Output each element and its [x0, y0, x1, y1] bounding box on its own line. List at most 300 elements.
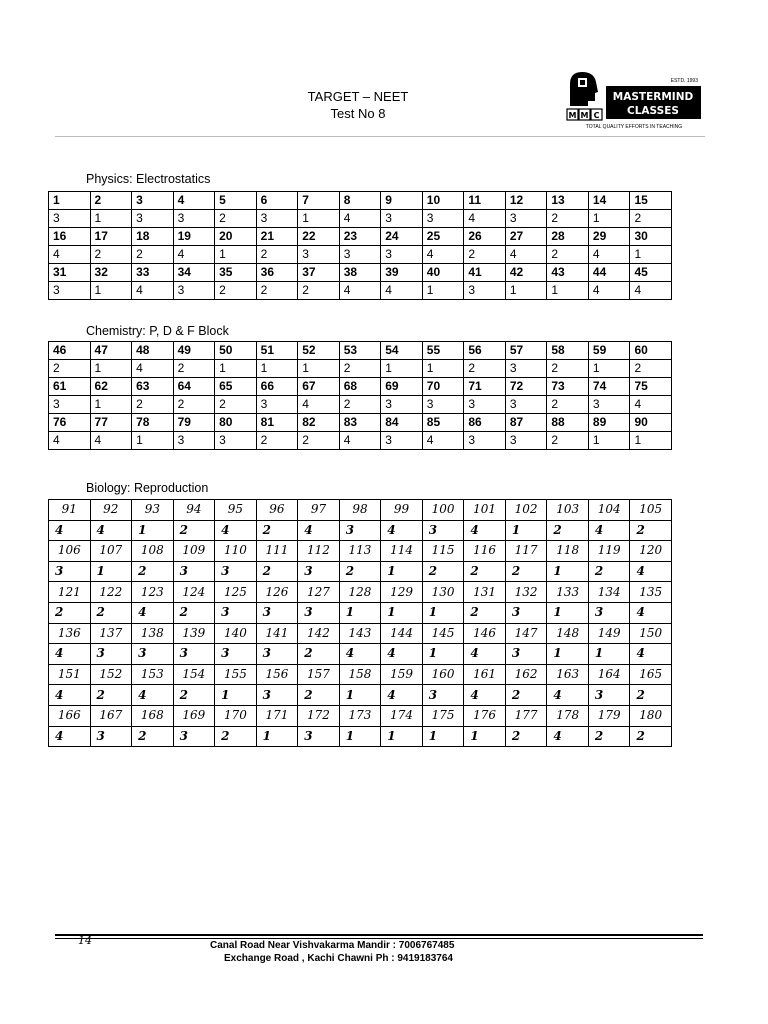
question-number-cell: 92	[90, 500, 132, 521]
answer-cell: 1	[298, 210, 340, 228]
answer-cell: 3	[256, 644, 298, 665]
answer-cell: 4	[464, 644, 506, 665]
answer-cell: 1	[422, 282, 464, 300]
answer-cell: 1	[547, 561, 589, 582]
answer-cell: 1	[547, 602, 589, 623]
logo-brand-line2: CLASSES	[627, 105, 679, 117]
question-number-cell: 96	[256, 500, 298, 521]
page-number: 14	[78, 934, 92, 947]
question-number-cell: 8	[339, 192, 381, 210]
question-number-cell: 114	[381, 541, 423, 562]
answer-cell: 3	[90, 726, 132, 747]
answer-cell: 2	[547, 396, 589, 414]
answer-cell: 2	[547, 210, 589, 228]
question-number-cell: 135	[630, 582, 672, 603]
answer-cell: 4	[630, 396, 672, 414]
question-number-cell: 167	[90, 705, 132, 726]
question-number-cell: 137	[90, 623, 132, 644]
question-number-cell: 84	[381, 414, 423, 432]
logo-brand-line1: MASTERMIND	[612, 91, 694, 103]
answer-cell: 3	[256, 396, 298, 414]
question-number-cell: 117	[505, 541, 547, 562]
question-number-cell: 31	[49, 264, 91, 282]
answer-cell: 2	[464, 561, 506, 582]
answer-cell: 3	[298, 602, 340, 623]
answer-cell: 2	[215, 210, 257, 228]
header-subtitle: Test No 8	[330, 106, 386, 121]
question-number-cell: 152	[90, 664, 132, 685]
question-number-cell: 148	[547, 623, 589, 644]
answer-cell: 3	[132, 210, 174, 228]
question-number-cell: 130	[422, 582, 464, 603]
question-number-cell: 40	[422, 264, 464, 282]
question-number-cell: 132	[505, 582, 547, 603]
question-number-cell: 174	[381, 705, 423, 726]
logo-initial-2: M	[580, 111, 589, 120]
question-number-cell: 27	[505, 228, 547, 246]
answer-cell: 4	[132, 360, 174, 378]
answer-cell: 2	[215, 282, 257, 300]
question-number-cell: 126	[256, 582, 298, 603]
answer-cell: 4	[49, 246, 91, 264]
question-number-cell: 180	[630, 705, 672, 726]
answer-cell: 2	[547, 246, 589, 264]
question-number-cell: 26	[464, 228, 506, 246]
answer-cell: 3	[173, 726, 215, 747]
answer-cell: 2	[256, 282, 298, 300]
answer-cell: 3	[505, 396, 547, 414]
answer-cell: 2	[132, 396, 174, 414]
logo-initial-3: C	[593, 111, 600, 120]
answer-cell: 2	[173, 602, 215, 623]
answer-cell: 1	[381, 602, 423, 623]
answer-cell: 2	[464, 360, 506, 378]
answer-cell: 3	[505, 360, 547, 378]
biology-section-label: Biology: Reproduction	[86, 481, 209, 495]
answer-cell: 2	[464, 602, 506, 623]
answer-cell: 1	[588, 210, 630, 228]
answer-cell: 2	[464, 246, 506, 264]
answer-cell: 4	[381, 685, 423, 706]
question-number-cell: 63	[132, 378, 174, 396]
question-number-cell: 72	[505, 378, 547, 396]
answer-cell: 1	[381, 726, 423, 747]
answer-cell: 1	[588, 644, 630, 665]
question-number-cell: 89	[588, 414, 630, 432]
question-number-cell: 55	[422, 342, 464, 360]
question-number-row	[49, 264, 672, 282]
question-number-cell: 99	[381, 500, 423, 521]
question-number-cell: 173	[339, 705, 381, 726]
question-number-cell: 139	[173, 623, 215, 644]
answer-row	[49, 282, 672, 300]
question-number-cell: 74	[588, 378, 630, 396]
question-number-cell: 107	[90, 541, 132, 562]
answer-cell: 2	[90, 246, 132, 264]
question-number-cell: 83	[339, 414, 381, 432]
question-number-cell: 56	[464, 342, 506, 360]
question-number-cell: 88	[547, 414, 589, 432]
question-number-cell: 61	[49, 378, 91, 396]
logo-tagline: TOTAL QUALITY EFFORTS IN TEACHING	[585, 124, 683, 130]
answer-cell: 2	[339, 561, 381, 582]
question-number-cell: 109	[173, 541, 215, 562]
question-number-cell: 115	[422, 541, 464, 562]
answer-cell: 3	[132, 644, 174, 665]
answer-cell: 4	[464, 520, 506, 541]
answer-cell: 1	[90, 282, 132, 300]
question-number-cell: 124	[173, 582, 215, 603]
question-number-cell: 48	[132, 342, 174, 360]
question-number-cell: 101	[464, 500, 506, 521]
answer-cell: 2	[256, 561, 298, 582]
answer-cell: 4	[464, 210, 506, 228]
question-number-cell: 5	[215, 192, 257, 210]
answer-row	[49, 644, 672, 665]
answer-cell: 4	[339, 644, 381, 665]
answer-cell: 3	[173, 210, 215, 228]
answer-cell: 3	[422, 210, 464, 228]
question-number-cell: 95	[215, 500, 257, 521]
answer-cell: 2	[298, 432, 340, 450]
answer-cell: 2	[215, 396, 257, 414]
question-number-row	[49, 192, 672, 210]
question-number-cell: 68	[339, 378, 381, 396]
question-number-row	[49, 623, 672, 644]
answer-cell: 2	[339, 396, 381, 414]
question-number-cell: 51	[256, 342, 298, 360]
question-number-cell: 116	[464, 541, 506, 562]
answer-row	[49, 396, 672, 414]
question-number-row	[49, 705, 672, 726]
question-number-cell: 64	[173, 378, 215, 396]
question-number-cell: 30	[630, 228, 672, 246]
answer-cell: 4	[49, 685, 91, 706]
question-number-cell: 103	[547, 500, 589, 521]
answer-cell: 4	[464, 685, 506, 706]
question-number-cell: 155	[215, 664, 257, 685]
answer-cell: 4	[630, 644, 672, 665]
question-number-cell: 164	[588, 664, 630, 685]
question-number-cell: 161	[464, 664, 506, 685]
answer-cell: 3	[339, 520, 381, 541]
question-number-cell: 144	[381, 623, 423, 644]
question-number-cell: 33	[132, 264, 174, 282]
answer-cell: 3	[505, 210, 547, 228]
answer-cell: 3	[215, 602, 257, 623]
question-number-row	[49, 582, 672, 603]
logo-initial-1: M	[568, 111, 577, 120]
question-number-cell: 178	[547, 705, 589, 726]
question-number-row	[49, 414, 672, 432]
question-number-cell: 121	[49, 582, 91, 603]
answer-cell: 4	[49, 520, 91, 541]
question-number-cell: 29	[588, 228, 630, 246]
question-number-cell: 12	[505, 192, 547, 210]
question-number-cell: 166	[49, 705, 91, 726]
answer-cell: 1	[339, 726, 381, 747]
question-number-cell: 39	[381, 264, 423, 282]
question-number-cell: 175	[422, 705, 464, 726]
answer-cell: 2	[132, 561, 174, 582]
question-number-cell: 125	[215, 582, 257, 603]
question-number-cell: 52	[298, 342, 340, 360]
question-number-cell: 47	[90, 342, 132, 360]
answer-cell: 3	[49, 282, 91, 300]
question-number-cell: 67	[298, 378, 340, 396]
question-number-cell: 2	[90, 192, 132, 210]
answer-cell: 1	[381, 360, 423, 378]
answer-cell: 3	[422, 396, 464, 414]
answer-cell: 4	[49, 432, 91, 450]
question-number-cell: 147	[505, 623, 547, 644]
question-number-cell: 46	[49, 342, 91, 360]
answer-cell: 1	[215, 360, 257, 378]
answer-cell: 4	[339, 210, 381, 228]
answer-cell: 3	[298, 726, 340, 747]
question-number-cell: 1	[49, 192, 91, 210]
question-number-cell: 151	[49, 664, 91, 685]
answer-cell: 1	[90, 561, 132, 582]
answer-cell: 4	[49, 726, 91, 747]
question-number-cell: 98	[339, 500, 381, 521]
answer-cell: 3	[505, 432, 547, 450]
question-number-cell: 120	[630, 541, 672, 562]
question-number-cell: 21	[256, 228, 298, 246]
question-number-cell: 62	[90, 378, 132, 396]
question-number-row	[49, 500, 672, 521]
question-number-cell: 49	[173, 342, 215, 360]
answer-cell: 4	[339, 282, 381, 300]
answer-row	[49, 561, 672, 582]
answer-cell: 1	[547, 282, 589, 300]
question-number-cell: 44	[588, 264, 630, 282]
answer-cell: 3	[422, 520, 464, 541]
question-number-cell: 118	[547, 541, 589, 562]
question-number-cell: 106	[49, 541, 91, 562]
answer-cell: 2	[298, 282, 340, 300]
answer-cell: 2	[256, 246, 298, 264]
question-number-cell: 157	[298, 664, 340, 685]
answer-cell: 1	[215, 246, 257, 264]
answer-cell: 3	[505, 644, 547, 665]
answer-cell: 2	[298, 644, 340, 665]
answer-cell: 3	[173, 644, 215, 665]
answer-cell: 4	[381, 644, 423, 665]
answer-cell: 4	[630, 561, 672, 582]
question-number-cell: 57	[505, 342, 547, 360]
question-number-cell: 123	[132, 582, 174, 603]
answer-cell: 2	[173, 685, 215, 706]
question-number-row	[49, 228, 672, 246]
question-number-cell: 19	[173, 228, 215, 246]
question-number-cell: 170	[215, 705, 257, 726]
question-number-cell: 42	[505, 264, 547, 282]
question-number-cell: 7	[298, 192, 340, 210]
question-number-cell: 53	[339, 342, 381, 360]
answer-cell: 1	[90, 396, 132, 414]
question-number-cell: 9	[381, 192, 423, 210]
answer-cell: 3	[173, 432, 215, 450]
answer-cell: 3	[173, 282, 215, 300]
question-number-row	[49, 378, 672, 396]
question-number-cell: 162	[505, 664, 547, 685]
physics-section-label: Physics: Electrostatics	[86, 172, 211, 186]
answer-cell: 3	[381, 396, 423, 414]
question-number-cell: 41	[464, 264, 506, 282]
answer-cell: 2	[132, 246, 174, 264]
header-divider	[55, 136, 705, 137]
question-number-cell: 15	[630, 192, 672, 210]
answer-cell: 1	[422, 360, 464, 378]
question-number-cell: 127	[298, 582, 340, 603]
question-number-cell: 24	[381, 228, 423, 246]
question-number-cell: 18	[132, 228, 174, 246]
question-number-cell: 65	[215, 378, 257, 396]
footer-address	[210, 939, 500, 965]
question-number-cell: 25	[422, 228, 464, 246]
answer-cell: 4	[381, 520, 423, 541]
answer-cell: 1	[298, 360, 340, 378]
page-header	[258, 88, 458, 122]
answer-row	[49, 685, 672, 706]
answer-cell: 3	[215, 432, 257, 450]
question-number-cell: 76	[49, 414, 91, 432]
answer-cell: 3	[298, 561, 340, 582]
answer-cell: 3	[49, 210, 91, 228]
question-number-cell: 23	[339, 228, 381, 246]
question-number-cell: 154	[173, 664, 215, 685]
question-number-cell: 119	[588, 541, 630, 562]
question-number-cell: 141	[256, 623, 298, 644]
question-number-cell: 153	[132, 664, 174, 685]
answer-cell: 3	[381, 246, 423, 264]
question-number-cell: 81	[256, 414, 298, 432]
question-number-cell: 134	[588, 582, 630, 603]
answer-cell: 2	[339, 360, 381, 378]
question-number-cell: 10	[422, 192, 464, 210]
question-number-cell: 140	[215, 623, 257, 644]
question-number-cell: 37	[298, 264, 340, 282]
question-number-cell: 75	[630, 378, 672, 396]
answer-cell: 4	[422, 432, 464, 450]
question-number-cell: 90	[630, 414, 672, 432]
answer-cell: 3	[588, 685, 630, 706]
answer-cell: 2	[49, 360, 91, 378]
logo-estd: ESTD. 1993	[670, 78, 698, 84]
question-number-cell: 11	[464, 192, 506, 210]
question-number-cell: 73	[547, 378, 589, 396]
question-number-cell: 159	[381, 664, 423, 685]
question-number-cell: 145	[422, 623, 464, 644]
answer-cell: 2	[505, 685, 547, 706]
question-number-cell: 160	[422, 664, 464, 685]
answer-cell: 4	[298, 396, 340, 414]
question-number-cell: 60	[630, 342, 672, 360]
question-number-cell: 169	[173, 705, 215, 726]
question-number-cell: 59	[588, 342, 630, 360]
question-number-cell: 66	[256, 378, 298, 396]
question-number-cell: 131	[464, 582, 506, 603]
answer-cell: 4	[588, 282, 630, 300]
question-number-cell: 104	[588, 500, 630, 521]
question-number-cell: 20	[215, 228, 257, 246]
answer-cell: 4	[298, 520, 340, 541]
question-number-cell: 82	[298, 414, 340, 432]
answer-cell: 2	[547, 520, 589, 541]
question-number-cell: 176	[464, 705, 506, 726]
question-number-cell: 165	[630, 664, 672, 685]
answer-cell: 3	[90, 644, 132, 665]
answer-cell: 4	[630, 602, 672, 623]
question-number-cell: 79	[173, 414, 215, 432]
question-number-cell: 78	[132, 414, 174, 432]
answer-cell: 2	[256, 520, 298, 541]
answer-cell: 1	[339, 685, 381, 706]
question-number-cell: 58	[547, 342, 589, 360]
question-number-cell: 69	[381, 378, 423, 396]
answer-cell: 4	[90, 432, 132, 450]
answer-cell: 3	[298, 246, 340, 264]
question-number-cell: 143	[339, 623, 381, 644]
answer-cell: 1	[256, 360, 298, 378]
question-number-cell: 129	[381, 582, 423, 603]
question-number-cell: 3	[132, 192, 174, 210]
answer-cell: 2	[215, 726, 257, 747]
answer-cell: 1	[630, 432, 672, 450]
answer-cell: 4	[49, 644, 91, 665]
question-number-row	[49, 664, 672, 685]
answer-cell: 2	[588, 561, 630, 582]
question-number-cell: 34	[173, 264, 215, 282]
answer-cell: 4	[173, 246, 215, 264]
question-number-cell: 122	[90, 582, 132, 603]
answer-cell: 1	[630, 246, 672, 264]
question-number-cell: 94	[173, 500, 215, 521]
answer-cell: 2	[173, 520, 215, 541]
question-number-cell: 70	[422, 378, 464, 396]
footer-address-line-1: Canal Road Near Vishvakarma Mandir : 7006767485	[210, 940, 455, 951]
answer-cell: 1	[132, 520, 174, 541]
question-number-cell: 36	[256, 264, 298, 282]
answer-cell: 1	[90, 360, 132, 378]
question-number-cell: 158	[339, 664, 381, 685]
header-title: TARGET – NEET	[307, 89, 409, 104]
question-number-row	[49, 541, 672, 562]
question-number-cell: 6	[256, 192, 298, 210]
question-number-cell: 150	[630, 623, 672, 644]
answer-cell: 3	[256, 602, 298, 623]
question-number-cell: 54	[381, 342, 423, 360]
question-number-cell: 28	[547, 228, 589, 246]
question-number-cell: 87	[505, 414, 547, 432]
question-number-cell: 171	[256, 705, 298, 726]
answer-cell: 3	[464, 432, 506, 450]
question-number-cell: 45	[630, 264, 672, 282]
answer-row	[49, 210, 672, 228]
answer-cell: 1	[588, 432, 630, 450]
answer-cell: 2	[630, 210, 672, 228]
question-number-cell: 128	[339, 582, 381, 603]
question-number-cell: 86	[464, 414, 506, 432]
question-number-cell: 38	[339, 264, 381, 282]
answer-cell: 3	[381, 210, 423, 228]
answer-cell: 1	[215, 685, 257, 706]
answer-cell: 4	[588, 246, 630, 264]
question-number-cell: 77	[90, 414, 132, 432]
question-number-cell: 133	[547, 582, 589, 603]
question-number-cell: 108	[132, 541, 174, 562]
